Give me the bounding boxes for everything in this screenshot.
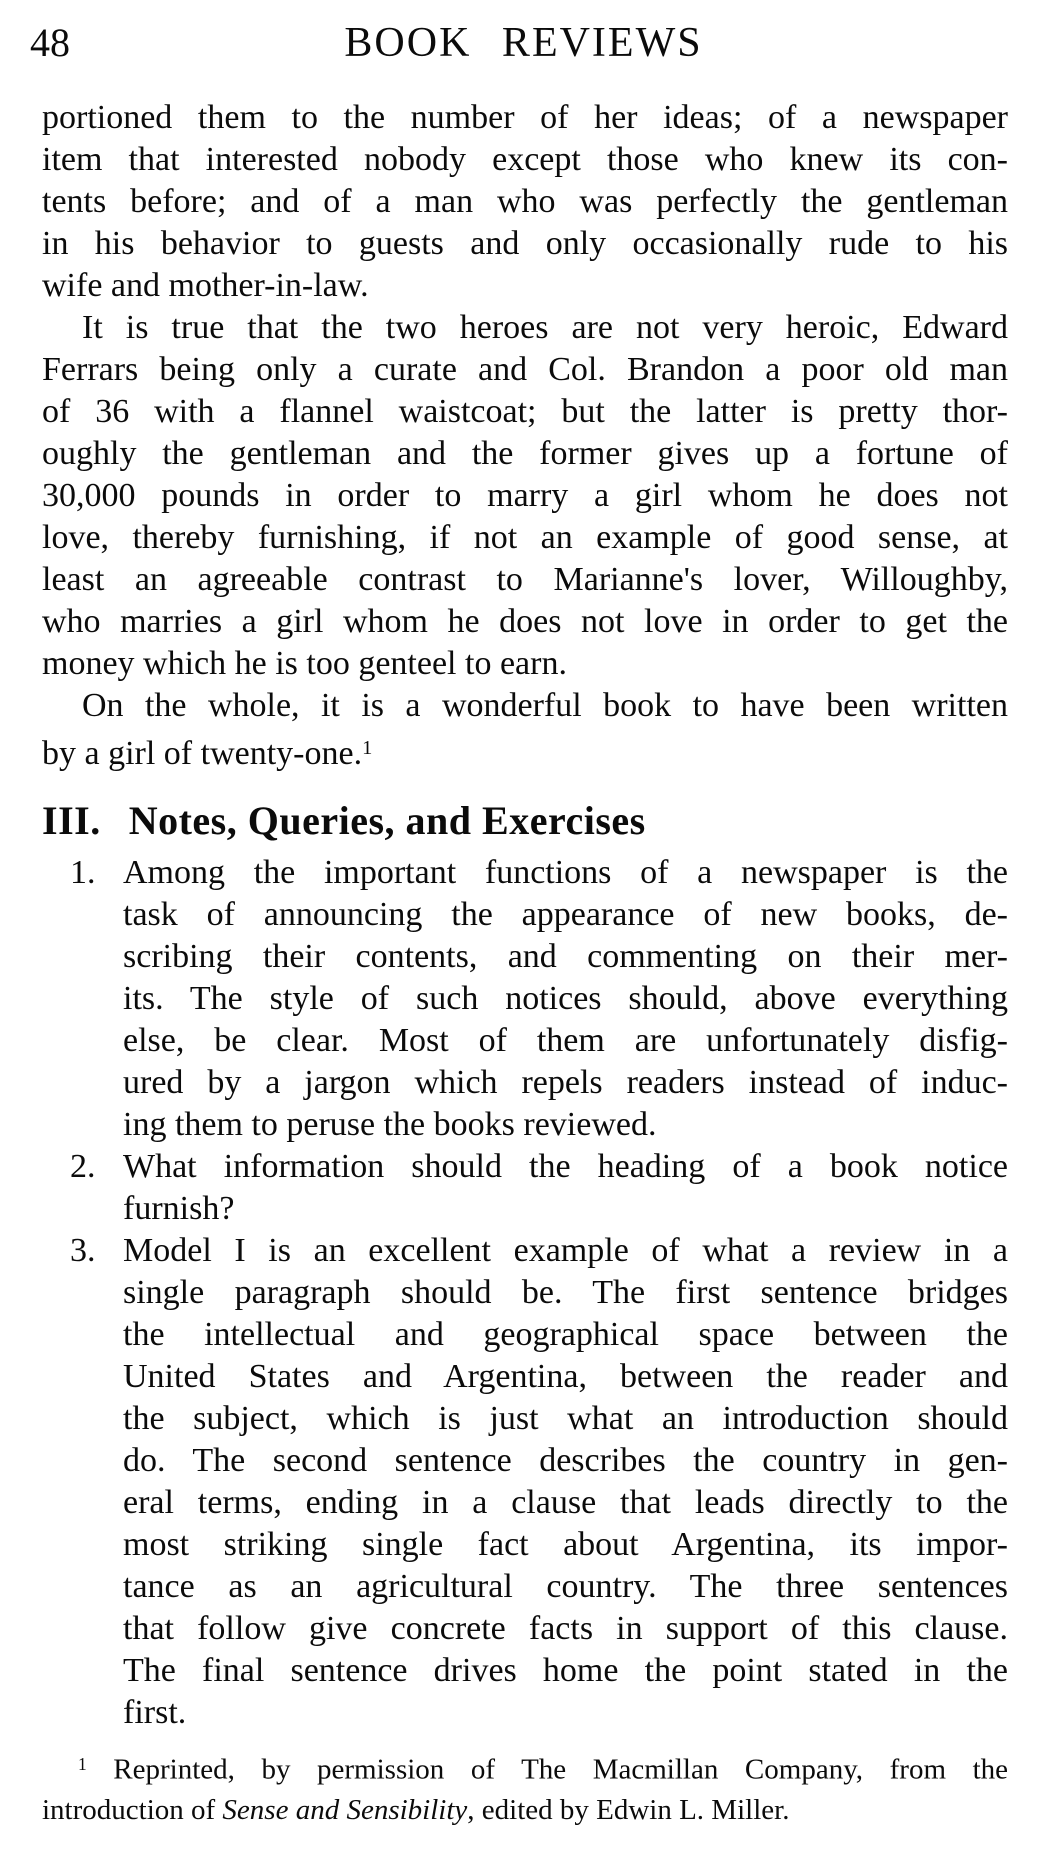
running-title: BOOK REVIEWS: [344, 20, 703, 66]
text-segment: Reprinted, by permission of The Macmillan Company, from the: [86, 1753, 1008, 1786]
text-line: task of announcing the appearance of new books, de-: [123, 896, 1008, 934]
text-line: ured by a jargon which repels readers instead of induc-: [123, 1064, 1008, 1102]
text-line: wife and mother-in-law.: [42, 267, 369, 304]
paragraph: [42, 97, 1008, 307]
text-line: oughly the gentleman and the former gives up a fortune of: [42, 435, 1008, 472]
page-number: 48: [30, 20, 70, 65]
text-line: United States and Argentina, between the reader and: [123, 1358, 1008, 1396]
body-paragraphs: [42, 97, 1008, 775]
text-line: [42, 727, 1008, 775]
text-line: It is true that the two heroes are not very heroic, Edward: [82, 309, 1008, 346]
text-line: Among the important functions of a newspaper is the: [123, 854, 1008, 892]
page-header: [0, 20, 1047, 66]
text-line: its. The style of such notices should, above everything: [123, 980, 1008, 1018]
item-number: 3.: [70, 1232, 96, 1270]
footnote-ref: 1: [362, 737, 373, 759]
list-item: [42, 852, 1008, 1146]
text-line: Ferrars being only a curate and Col. Brandon a poor old man: [42, 351, 1008, 388]
text-line: least an agreeable contrast to Marianne's lover, Willoughby,: [42, 561, 1008, 598]
text-line: love, thereby furnishing, if not an example of good sense, at: [42, 519, 1008, 556]
text-line: most striking single fact about Argentina, its impor-: [123, 1526, 1008, 1564]
text-line: single paragraph should be. The first sentence bridges: [123, 1274, 1008, 1312]
footnote-line: [42, 1790, 1008, 1830]
item-number: 1.: [70, 854, 96, 892]
text-line: furnish?: [123, 1190, 235, 1228]
text-line: the intellectual and geographical space between the: [123, 1316, 1008, 1354]
text-line: do. The second sentence describes the country in gen-: [123, 1442, 1008, 1480]
text-line: Model I is an excellent example of what a review in a: [123, 1232, 1008, 1270]
text-line: eral terms, ending in a clause that leads directly to the: [123, 1484, 1008, 1522]
italic-text: Sense and Sensibility: [222, 1793, 468, 1826]
text-line: ing them to peruse the books reviewed.: [123, 1106, 657, 1144]
page-content: [42, 97, 1008, 1830]
text-line: 30,000 pounds in order to marry a girl whom he does not: [42, 477, 1008, 514]
text-segment: introduction of: [42, 1793, 223, 1826]
list-item: [42, 1230, 1008, 1734]
text-line: else, be clear. Most of them are unfortunately disfig-: [123, 1022, 1008, 1060]
text-line: that follow give concrete facts in support of this clause.: [123, 1610, 1008, 1648]
footnote-ref: 1: [78, 1754, 87, 1775]
text-line: who marries a girl whom he does not love in order to get the: [42, 603, 1008, 640]
item-number: 2.: [70, 1148, 96, 1186]
text-line: portioned them to the number of her ideas; of a newspaper: [42, 99, 1008, 136]
text-line: in his behavior to guests and only occasionally rude to his: [42, 225, 1008, 262]
text-line: money which he is too genteel to earn.: [42, 645, 567, 682]
text-line: On the whole, it is a wonderful book to have been written: [82, 687, 1008, 724]
footnote: [42, 1744, 1008, 1830]
text-segment: by a girl of twenty-one.: [42, 735, 363, 773]
text-line: of 36 with a flannel waistcoat; but the latter is pretty thor-: [42, 393, 1008, 430]
section-heading: [42, 797, 1008, 845]
footnote-line: [42, 1744, 1008, 1790]
text-segment: , edited by Edwin L. Miller.: [467, 1793, 790, 1826]
paragraph: [42, 685, 1008, 775]
section-title: Notes, Queries, and Exercises: [128, 798, 646, 844]
text-line: The final sentence drives home the point stated in the: [123, 1652, 1008, 1690]
text-line: tance as an agricultural country. The three sentences: [123, 1568, 1008, 1606]
text-line: tents before; and of a man who was perfectly the gentleman: [42, 183, 1008, 220]
text-line: What information should the heading of a book notice: [123, 1148, 1008, 1186]
text-line: the subject, which is just what an introduction should: [123, 1400, 1008, 1438]
list-item: [42, 1146, 1008, 1230]
section-number: III.: [42, 798, 101, 844]
paragraph: [42, 307, 1008, 685]
exercise-list: [42, 852, 1008, 1734]
text-line: item that interested nobody except those who knew its con-: [42, 141, 1008, 178]
text-line: scribing their contents, and commenting on their mer-: [123, 938, 1008, 976]
text-line: first.: [123, 1694, 187, 1732]
